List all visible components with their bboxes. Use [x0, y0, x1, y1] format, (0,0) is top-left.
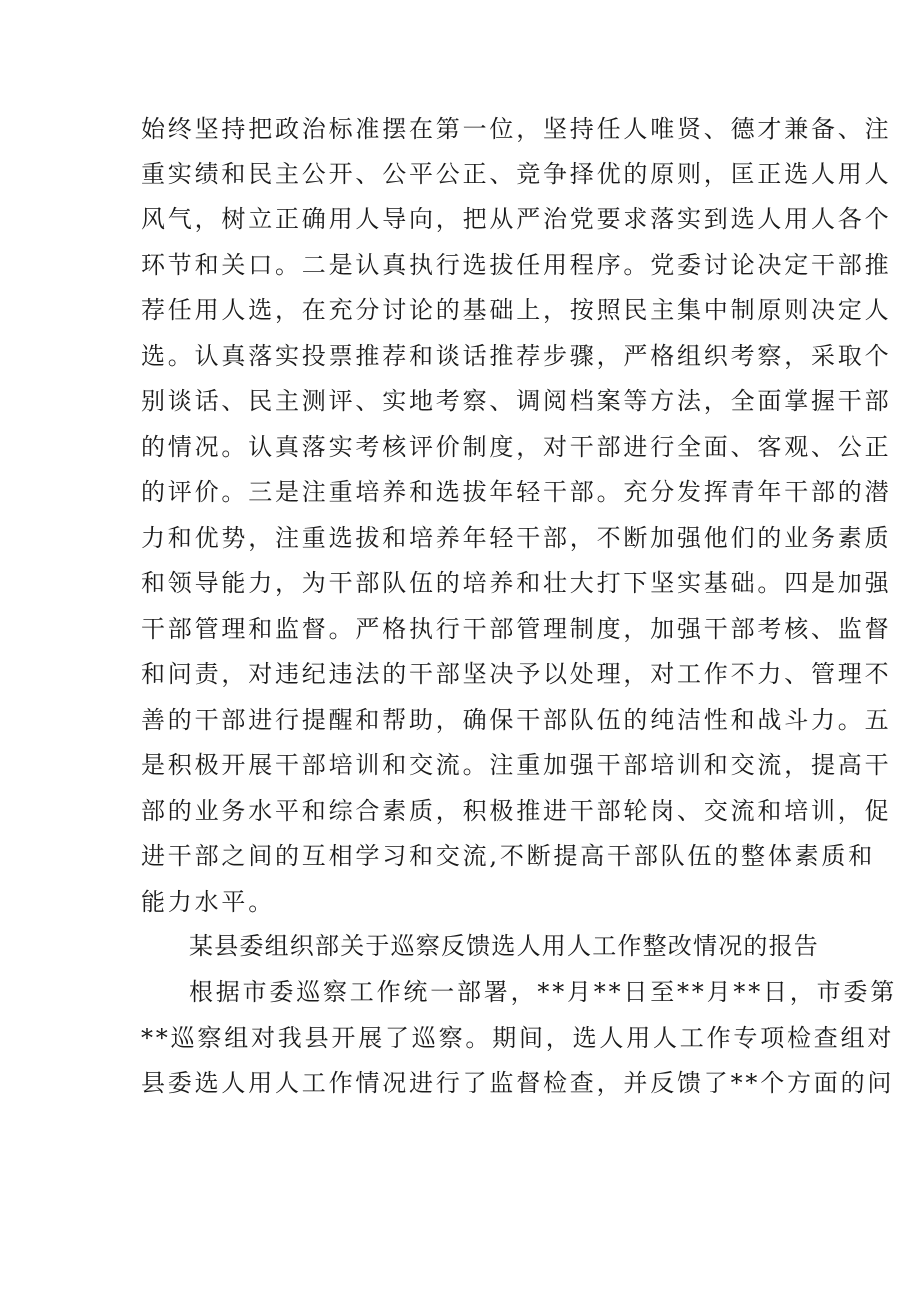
report-line: **巡察组对我县开展了巡察。期间，选人用人工作专项检查组对 — [141, 1024, 895, 1052]
body-line: 善的干部进行提醒和帮助，确保干部队伍的纯洁性和战斗力。五 — [141, 706, 892, 734]
body-line: 部的业务水平和综合素质，积极推进干部轮岗、交流和培训，促 — [141, 797, 892, 825]
report-title: 某县委组织部关于巡察反馈选人用人工作整改情况的报告 — [189, 932, 819, 960]
body-line: 风气，树立正确用人导向，把从严治党要求落实到选人用人各个 — [141, 205, 892, 233]
body-line: 和问责，对违纪违法的干部坚决予以处理，对工作不力、管理不 — [141, 660, 892, 688]
body-line: 重实绩和民主公开、公平公正、竞争择优的原则，匡正选人用人 — [141, 160, 892, 188]
report-line: 县委选人用人工作情况进行了监督检查，并反馈了**个方面的问 — [141, 1069, 895, 1097]
body-line: 的情况。认真落实考核评价制度，对干部进行全面、客观、公正 — [141, 433, 892, 461]
body-line: 干部管理和监督。严格执行干部管理制度，加强干部考核、监督 — [141, 615, 892, 643]
body-line: 选。认真落实投票推荐和谈话推荐步骤，严格组织考察，采取个 — [141, 342, 892, 370]
body-line: 力和优势，注重选拔和培养年轻干部，不断加强他们的业务素质 — [141, 524, 892, 552]
body-line: 是积极开展干部培训和交流。注重加强干部培训和交流，提高干 — [141, 751, 892, 779]
body-line: 能力水平。 — [141, 888, 275, 916]
body-line: 别谈话、民主测评、实地考察、调阅档案等方法，全面掌握干部 — [141, 387, 892, 415]
body-line: 进干部之间的互相学习和交流,不断提高干部队伍的整体素质和 — [141, 842, 876, 870]
body-line: 荐任用人选，在充分讨论的基础上，按照民主集中制原则决定人 — [141, 296, 892, 324]
report-line: 根据市委巡察工作统一部署，**月**日至**月**日，市委第 — [189, 978, 897, 1006]
body-line: 的评价。三是注重培养和选拔年轻干部。充分发挥青年干部的潜 — [141, 478, 892, 506]
body-line: 和领导能力，为干部队伍的培养和壮大打下坚实基础。四是加强 — [141, 569, 892, 597]
body-line: 环节和关口。二是认真执行选拔任用程序。党委讨论决定干部推 — [141, 251, 892, 279]
body-line: 始终坚持把政治标准摆在第一位，坚持任人唯贤、德才兼备、注 — [141, 115, 892, 143]
